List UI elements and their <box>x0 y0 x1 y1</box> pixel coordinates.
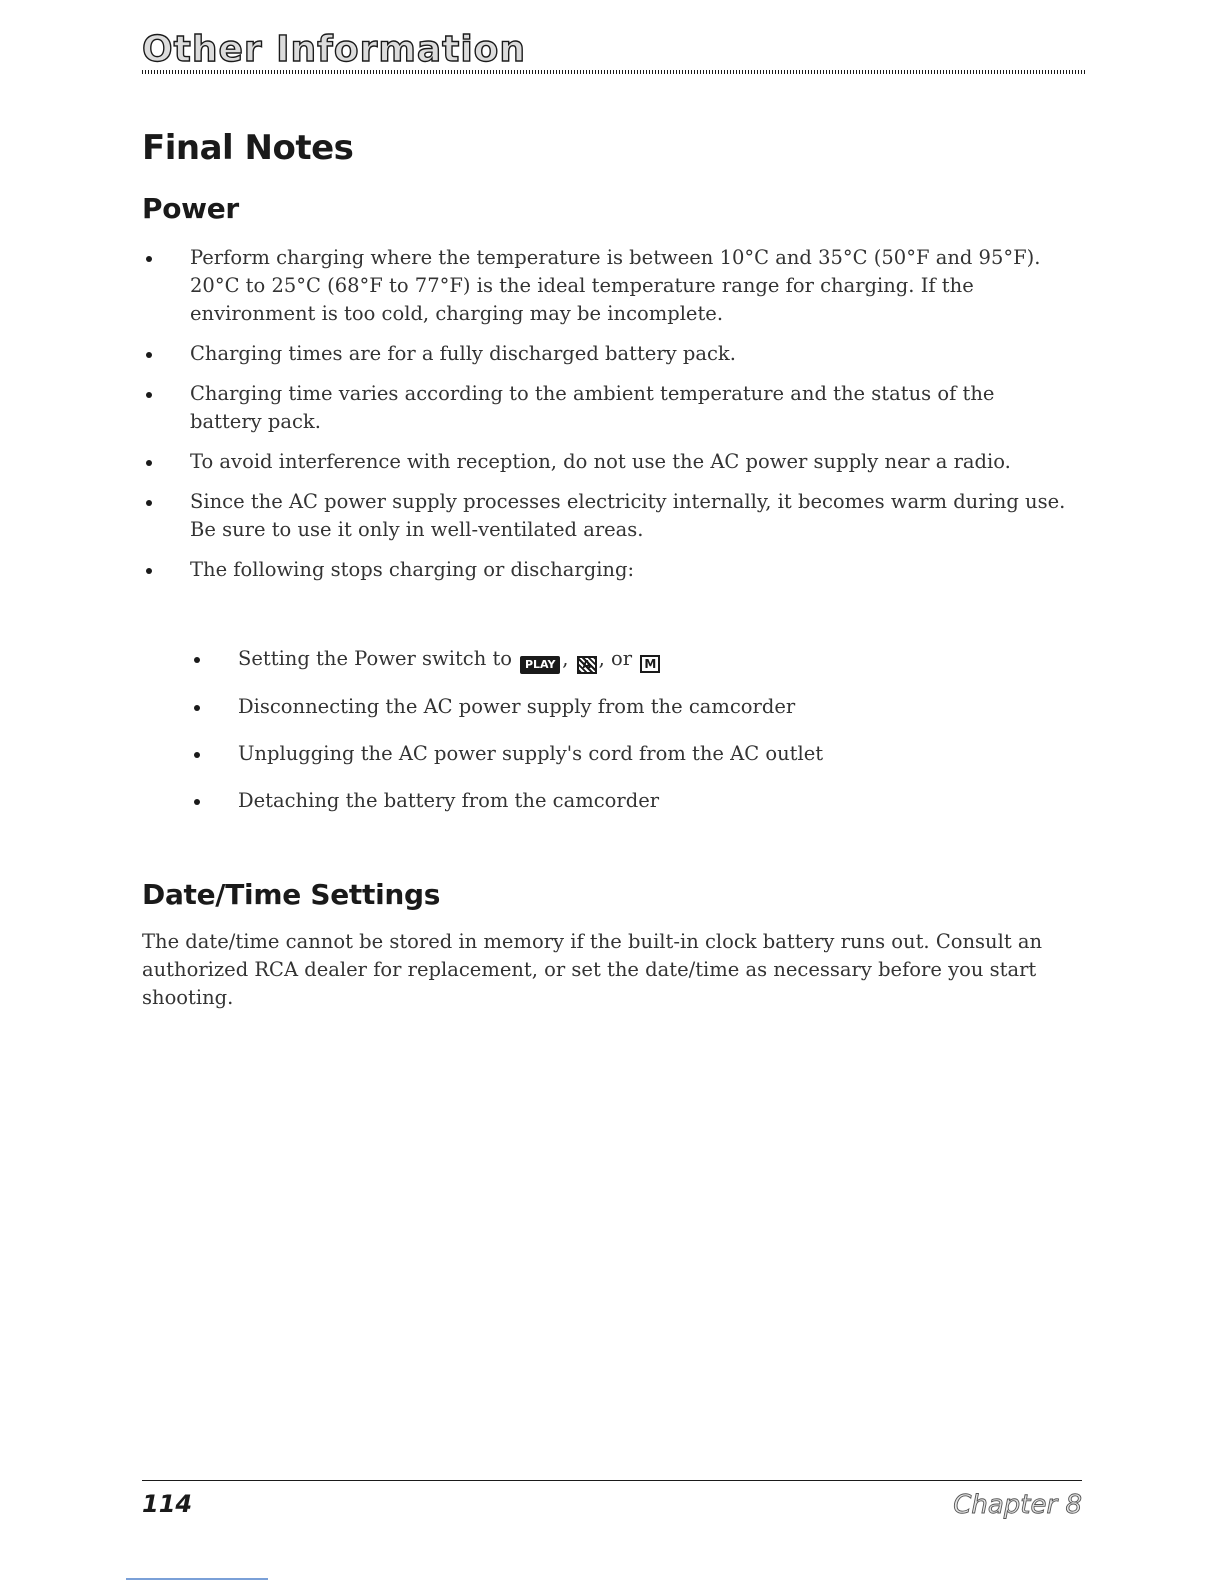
bullet-icon <box>146 500 152 506</box>
bullet-text: Perform charging where the temperature is between 10°C and 35°C (50°F and 95°F). 20°C to 25°C (68°F to 77°F) is the ideal temperature range for charging. If the environment is too cold, charging may be incomplete. <box>190 246 1041 325</box>
bullet-text: To avoid interference with reception, do not use the AC power supply near a radio. <box>190 450 1011 473</box>
play-mode-icon: PLAY <box>520 656 560 674</box>
bullet-icon <box>194 657 200 663</box>
bullet-text: Unplugging the AC power supply's cord from the AC outlet <box>238 742 824 765</box>
chapter-label: Chapter 8 <box>953 1490 1082 1520</box>
bullet-text: Setting the Power switch to <box>238 647 513 670</box>
manual-mode-icon: M <box>640 655 660 673</box>
power-bullet-list <box>142 244 1072 596</box>
bullet-icon <box>146 568 152 574</box>
list-item <box>142 380 1072 436</box>
list-item <box>142 488 1072 544</box>
list-item <box>190 787 1070 815</box>
power-heading: Power <box>142 192 239 225</box>
bullet-icon <box>146 392 152 398</box>
bullet-text: Charging times are for a fully discharged battery pack. <box>190 342 736 365</box>
list-item <box>142 448 1072 476</box>
header-title: Other Information <box>142 29 527 70</box>
page-number: 114 <box>142 1490 193 1518</box>
bullet-text: Disconnecting the AC power supply from the camcorder <box>238 695 796 718</box>
datetime-paragraph: The date/time cannot be stored in memory if the built-in clock battery runs out. Consult an authorized RCA dealer for replacement, or set the date/time as necessary before you start shooting. <box>142 930 1043 1009</box>
bullet-text: Since the AC power supply processes electricity internally, it becomes warm during use. Be sure to use it only in well-ventilated areas. <box>190 490 1066 541</box>
bullet-icon <box>194 752 200 758</box>
page-header <box>142 28 1086 78</box>
header-rule <box>142 70 1086 74</box>
list-item <box>142 244 1072 328</box>
bullet-icon <box>146 460 152 466</box>
bullet-icon <box>146 352 152 358</box>
bullet-icon <box>194 705 200 711</box>
bottom-mark <box>126 1578 268 1580</box>
list-item <box>142 556 1072 584</box>
bullet-icon <box>194 799 200 805</box>
separator-text: , <box>562 647 569 670</box>
datetime-heading: Date/Time Settings <box>142 878 441 911</box>
auto-mode-icon: A <box>577 656 597 674</box>
list-item <box>190 740 1070 768</box>
list-item <box>142 340 1072 368</box>
footer-rule <box>142 1480 1082 1481</box>
section-title: Final Notes <box>142 128 354 168</box>
list-item <box>190 693 1070 721</box>
bullet-text: Charging time varies according to the ambient temperature and the status of the battery pack. <box>190 382 995 433</box>
list-item <box>190 645 1070 674</box>
separator-text: , or <box>598 647 633 670</box>
bullet-text: Detaching the battery from the camcorder <box>238 789 660 812</box>
bullet-text: The following stops charging or discharging: <box>190 558 635 581</box>
power-sub-bullet-list <box>190 645 1070 834</box>
bullet-icon <box>146 256 152 262</box>
